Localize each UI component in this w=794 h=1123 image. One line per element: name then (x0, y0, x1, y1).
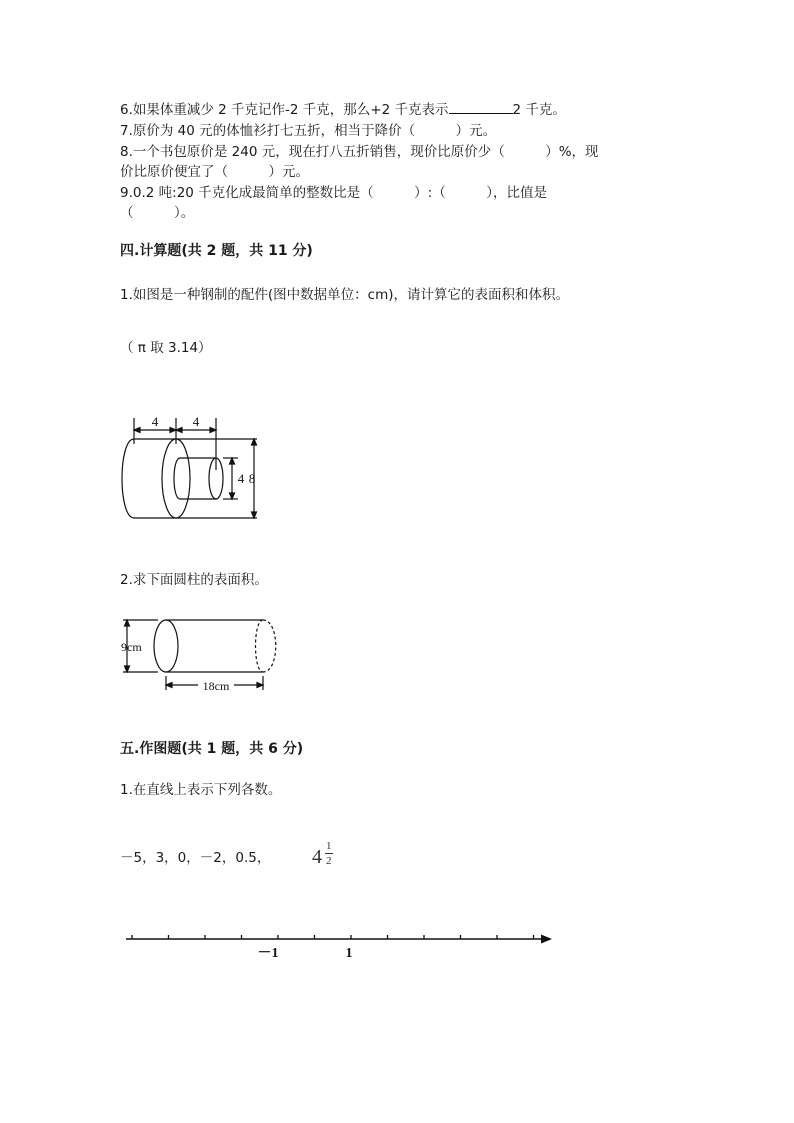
fig1-label-small-diameter: 4 (237, 471, 245, 486)
fig2-length-label: 18cm (202, 679, 230, 693)
steel-part-figure (120, 408, 270, 526)
section-4-question-1: 1.如图是一种钢制的配件(图中数据单位：cm)，请计算它的表面积和体积。 (120, 287, 569, 303)
answer-blank[interactable] (449, 100, 513, 114)
axis-label-neg-one: －1 (257, 946, 279, 961)
mixed-number-whole: 4 (312, 846, 322, 868)
question-6-text: 6.如果体重减少 2 千克记作-2 千克，那么+2 千克表示 (120, 102, 449, 118)
fig2-diameter-label: 9cm (121, 640, 142, 654)
question-6-tail: 2 千克。 (512, 102, 566, 118)
section-4-question-2: 2.求下面圆柱的表面积。 (120, 572, 268, 588)
question-8-line1: 8.一个书包原价是 240 元，现在打八五折销售，现价比原价少（ ）%，现 (120, 144, 599, 160)
axis-label-one: 1 (345, 946, 353, 961)
pi-note: （ π 取 3.14） (120, 340, 212, 356)
section-5-question-1: 1.在直线上表示下列各数。 (120, 782, 282, 798)
question-9-line2: （ ）。 (120, 205, 195, 221)
mixed-number-denominator: 2 (326, 855, 332, 867)
mixed-number-numerator: 1 (326, 840, 332, 852)
section-4-title: 四.计算题(共 2 题，共 11 分) (120, 243, 313, 259)
question-9-line1: 9.0.2 吨:20 千克化成最简单的整数比是（ ）:（ ），比值是 (120, 185, 547, 201)
question-8-line2: 价比原价便宜了（ ）元。 (120, 164, 309, 180)
question-6 (120, 98, 566, 118)
number-line[interactable] (120, 925, 560, 965)
section-5-title: 五.作图题(共 1 题，共 6 分) (120, 741, 304, 757)
number-list: －5，3，0，－2，0.5， (120, 850, 271, 866)
cylinder-figure (118, 612, 283, 696)
question-7: 7.原价为 40 元的体恤衫打七五折，相当于降价（ ）元。 (120, 123, 497, 139)
fig1-label-right: 4 (192, 414, 200, 429)
fig1-label-left: 4 (151, 414, 159, 429)
arrow-head-icon (541, 935, 552, 944)
fig1-label-big-diameter: 8 (248, 471, 256, 486)
fraction-bar (325, 853, 333, 854)
